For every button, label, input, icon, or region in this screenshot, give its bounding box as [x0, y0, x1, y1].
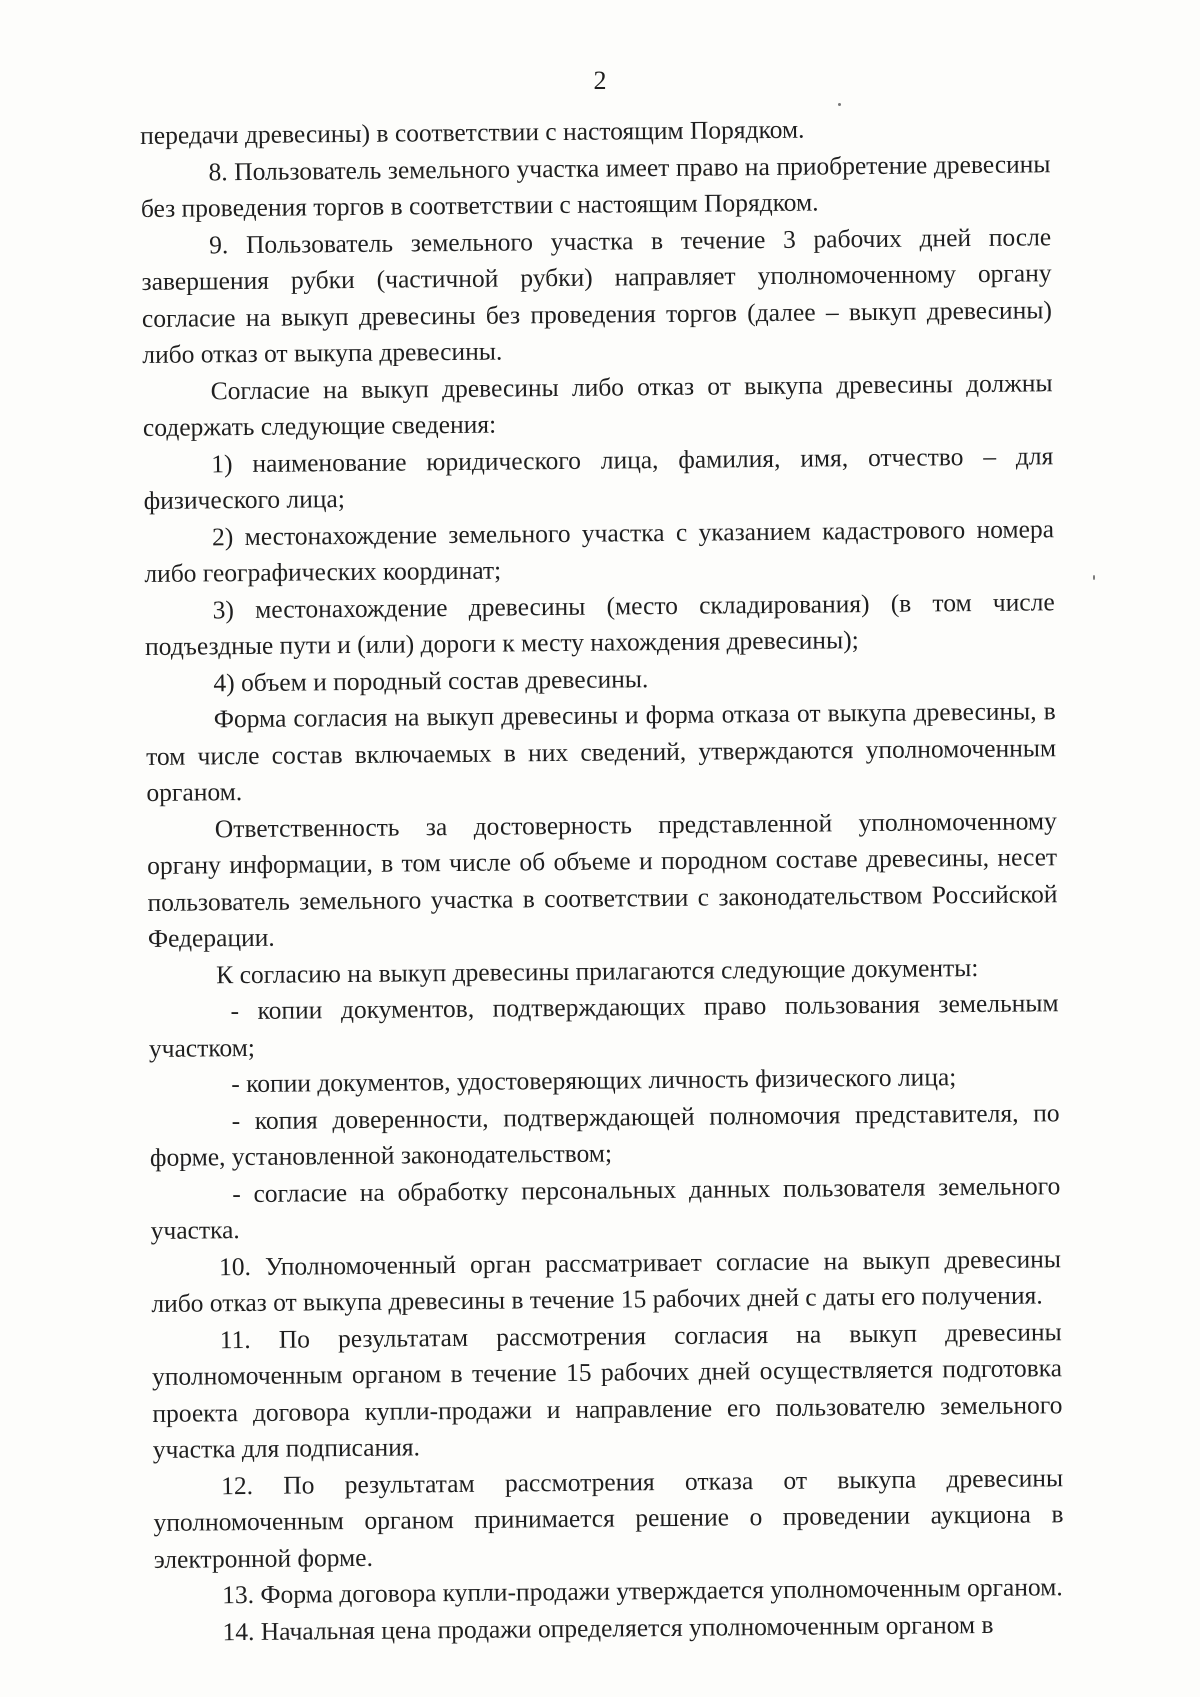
attachment-item-4: - согласие на обработку персональных данных пользователя земельного участка.: [150, 1170, 1061, 1245]
scan-speck: [838, 103, 841, 106]
list-item-1: 1) наименование юридического лица, фамилия, имя, отчество – для физического лица;: [143, 440, 1054, 515]
attachment-item-2: - копии документов, удостоверяющих личность физического лица;: [231, 1062, 957, 1099]
paragraph-item-10: 10. Уполномоченный орган рассматривает согласие на выкуп древесины либо отказ от выкупа древесины в течение 15 рабочих дней с даты его получения.: [151, 1243, 1062, 1318]
paragraph-item-12: 12. По результатам рассмотрения отказа от выкупа древесины уполномоченным органом принимается решение о проведении аукциона в электронной форме.: [153, 1462, 1064, 1574]
paragraph-item-8: 8. Пользователь земельного участка имеет право на приобретение древесины без проведения торгов в соответствии с настоящим Порядком.: [140, 148, 1051, 223]
paragraph-item-14: 14. Начальная цена продажи определяется уполномоченным органом в: [222, 1609, 994, 1646]
paragraph-responsibility: Ответственность за достоверность представленной уполномоченному органу информации, в том числе об объеме и породном составе древесины, несет пользователь земельного участка в соответствии с законодательством Российской Федерации.: [147, 805, 1058, 953]
list-item-2: 2) местонахождение земельного участка с указанием кадастрового номера либо географических координат;: [144, 513, 1055, 588]
paragraph-consent-contents: Согласие на выкуп древесины либо отказ от выкупа древесины должны содержать следующие сведения:: [142, 367, 1053, 442]
paragraph-continuation: передачи древесины) в соответствии с настоящим Порядком.: [140, 114, 805, 150]
paragraph-item-9: 9. Пользователь земельного участка в течение 3 рабочих дней после завершения рубки (частичной рубки) направляет уполномоченному органу согласие на выкуп древесины без проведения торгов (далее – выкуп древесины) либо отказ от выкупа древесины.: [141, 221, 1053, 369]
scan-speck: [1093, 575, 1095, 580]
paragraph-attachments: К согласию на выкуп древесины прилагаются следующие документы:: [216, 952, 979, 989]
document-body: [140, 109, 1065, 1651]
list-item-3: 3) местонахождение древесины (место складирования) (в том числе подъездные пути и (или) дороги к месту нахождения древесины);: [144, 586, 1055, 661]
attachment-item-3: - копия доверенности, подтверждающей полномочия представителя, по форме, установленной законодательством;: [149, 1097, 1060, 1172]
paragraph-form: Форма согласия на выкуп древесины и форма отказа от выкупа древесины, в том числе состав включаемых в них сведений, утверждаются уполномоченным органом.: [145, 696, 1057, 807]
paragraph-item-13: 13. Форма договора купли-продажи утверждается уполномоченным органом.: [222, 1572, 1063, 1610]
page-number: 2: [593, 66, 607, 95]
list-item-4: 4) объем и породный состав древесины.: [213, 663, 649, 697]
attachment-item-1: - копии документов, подтверждающих право пользования земельным участком;: [148, 988, 1059, 1063]
paragraph-item-11: 11. По результатам рассмотрения согласия на выкуп древесины уполномоченным органом в течение 15 рабочих дней осуществляется подготовка проекта договора купли-продажи и направление его пользователю земельного участка для подписания.: [151, 1316, 1063, 1464]
